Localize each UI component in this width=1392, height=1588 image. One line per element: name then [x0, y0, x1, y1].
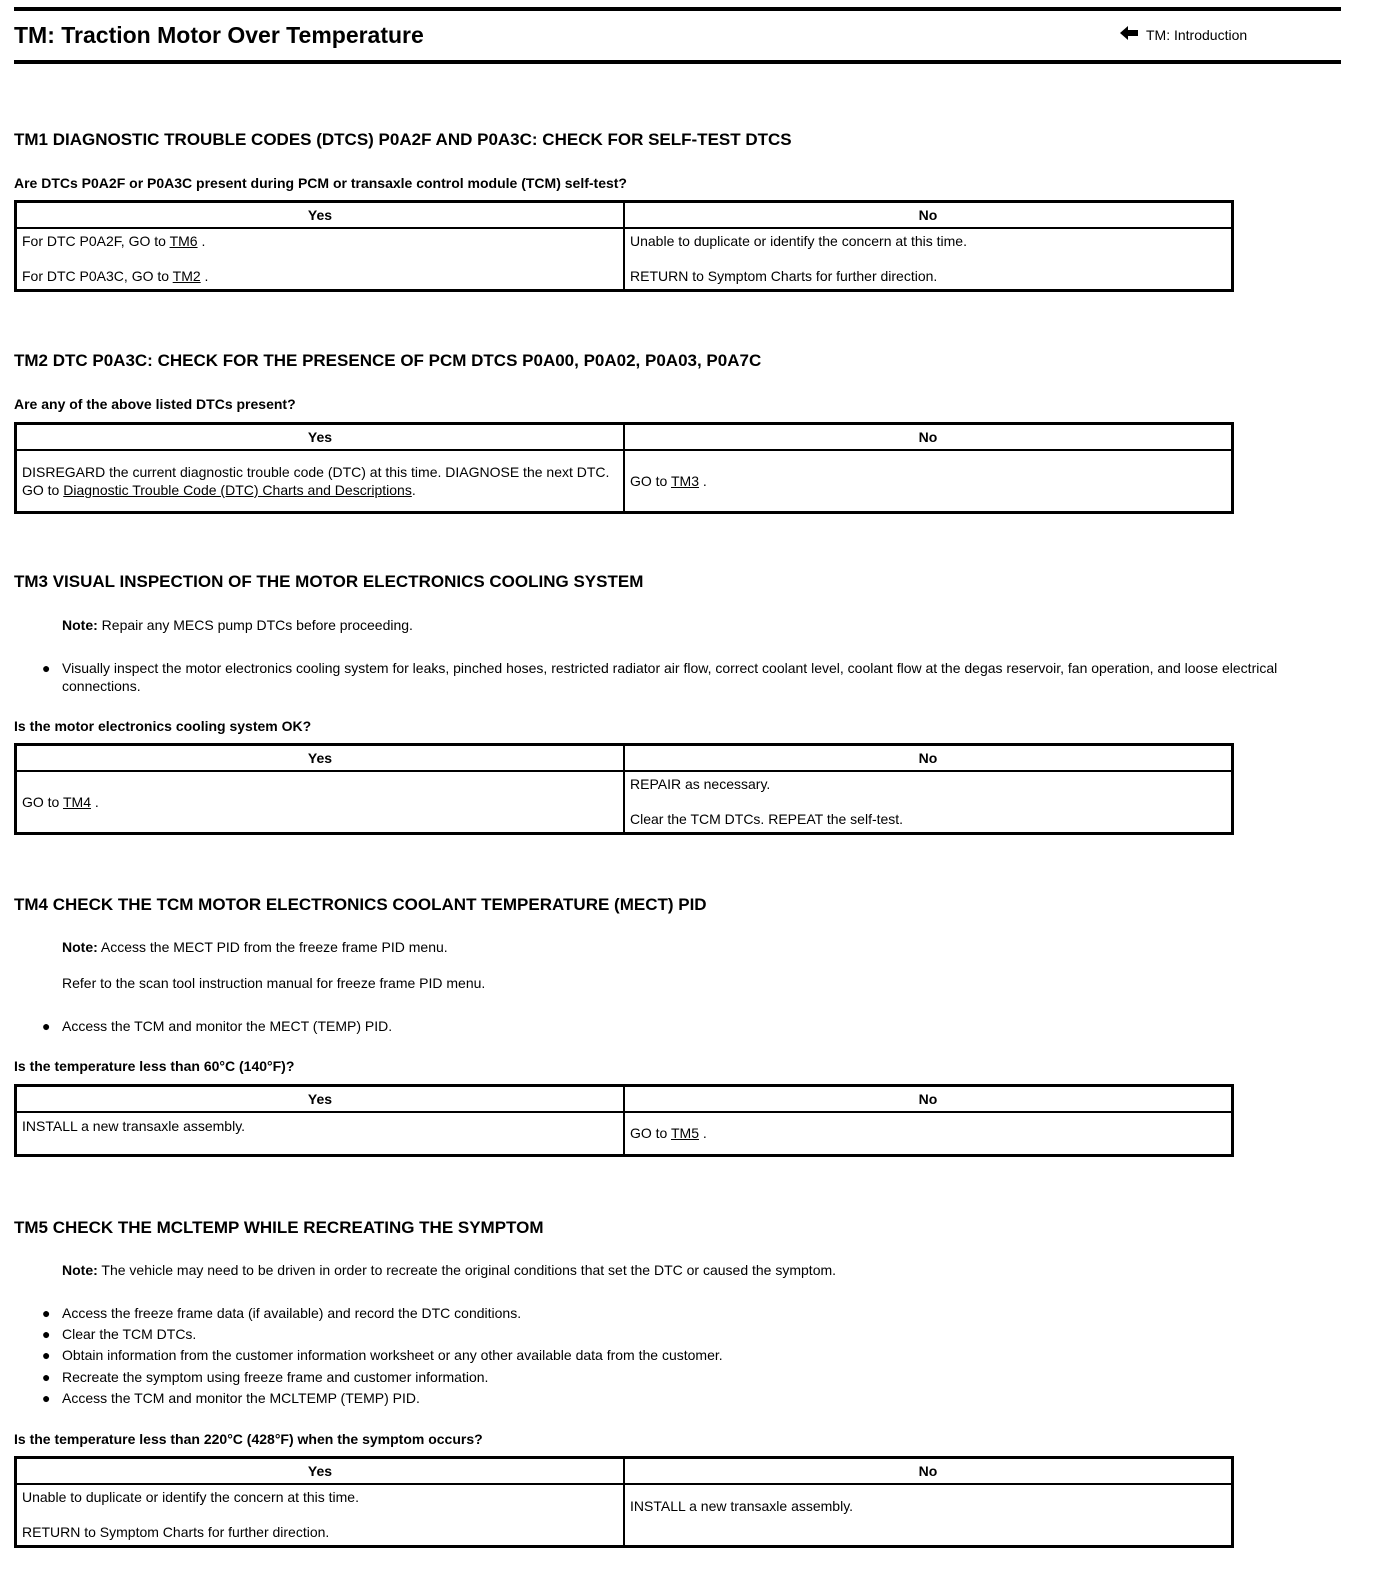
- no-cell: GO to TM3 .: [624, 450, 1233, 512]
- tm3-table: [14, 743, 1234, 835]
- yes-cell: Unable to duplicate or identify the concern at this time. RETURN to Symptom Charts for further direction.: [16, 1484, 625, 1546]
- tm3-note: Note: Repair any MECS pump DTCs before proceeding.: [62, 617, 413, 633]
- yes-cell: INSTALL a new transaxle assembly.: [16, 1112, 625, 1155]
- link-tm6[interactable]: TM6: [169, 233, 198, 250]
- tm1-heading: TM1 DIAGNOSTIC TROUBLE CODES (DTCS) P0A2F AND P0A3C: CHECK FOR SELF-TEST DTCS: [14, 130, 792, 149]
- tm4-heading: TM4 CHECK THE TCM MOTOR ELECTRONICS COOLANT TEMPERATURE (MECT) PID: [14, 895, 707, 914]
- no-header: No: [624, 1086, 1233, 1113]
- bullet-icon: ●: [42, 1018, 51, 1034]
- back-link-introduction[interactable]: [1120, 26, 1247, 43]
- yes-header: Yes: [16, 1458, 625, 1485]
- bullet-icon: ●: [42, 1326, 51, 1342]
- no-header: No: [624, 1458, 1233, 1485]
- no-header: No: [624, 745, 1233, 772]
- bullet-icon: ●: [42, 1347, 51, 1363]
- tm4-note-2: Refer to the scan tool instruction manual for freeze frame PID menu.: [62, 975, 486, 991]
- list-item: ● Obtain information from the customer information worksheet or any other available data from the customer.: [42, 1347, 723, 1363]
- list-item: ● Access the TCM and monitor the MCLTEMP (TEMP) PID.: [42, 1390, 420, 1406]
- tm4-note: Note: Access the MECT PID from the freeze frame PID menu.: [62, 939, 448, 955]
- page-title: TM: Traction Motor Over Temperature: [14, 22, 424, 48]
- tm1-question: Are DTCs P0A2F or P0A3C present during PCM or transaxle control module (TCM) self-test?: [14, 175, 627, 191]
- list-item: ● Access the TCM and monitor the MECT (TEMP) PID.: [42, 1018, 393, 1034]
- bullet-icon: ●: [42, 660, 51, 676]
- no-cell: GO to TM5 .: [624, 1112, 1233, 1155]
- tm5-heading: TM5 CHECK THE MCLTEMP WHILE RECREATING THE SYMPTOM: [14, 1218, 544, 1237]
- no-header: No: [624, 424, 1233, 451]
- list-item: ● Clear the TCM DTCs.: [42, 1326, 197, 1342]
- yes-header: Yes: [16, 745, 625, 772]
- header-rule: [14, 60, 1341, 64]
- tm2-table: [14, 422, 1234, 514]
- bullet-icon: ●: [42, 1305, 51, 1321]
- list-item: ● Recreate the symptom using freeze frame and customer information.: [42, 1369, 489, 1385]
- link-tm4[interactable]: TM4: [62, 793, 91, 810]
- bullet-icon: ●: [42, 1390, 51, 1406]
- yes-header: Yes: [16, 424, 625, 451]
- link-tm5[interactable]: TM5: [670, 1125, 699, 1142]
- tm5-question: Is the temperature less than 220°C (428°F) when the symptom occurs?: [14, 1431, 483, 1447]
- back-link-label: TM: Introduction: [1146, 26, 1248, 43]
- no-cell: INSTALL a new transaxle assembly.: [624, 1484, 1233, 1546]
- list-item: ● Access the freeze frame data (if available) and record the DTC conditions.: [42, 1305, 522, 1321]
- tm1-table: [14, 200, 1234, 292]
- tm5-table: [14, 1456, 1234, 1548]
- tm4-question: Is the temperature less than 60°C (140°F)?: [14, 1058, 295, 1074]
- list-item: ● Visually inspect the motor electronics cooling system for leaks, pinched hoses, restricted radiator air flow, correct coolant level, coolant flow at the degas reservoir, fan operation, and loose electrical connections.: [42, 660, 1278, 694]
- tm2-question: Are any of the above listed DTCs present?: [14, 396, 296, 412]
- tm3-question: Is the motor electronics cooling system OK?: [14, 718, 312, 734]
- link-dtc-charts[interactable]: Diagnostic Trouble Code (DTC) Charts and Descriptions: [63, 481, 412, 498]
- yes-header: Yes: [16, 202, 625, 229]
- bullet-icon: ●: [42, 1369, 51, 1385]
- tm4-table: [14, 1084, 1234, 1157]
- tm5-note: Note: The vehicle may need to be driven in order to recreate the original conditions that set the DTC or caused the symptom.: [62, 1262, 837, 1278]
- no-cell: Unable to duplicate or identify the concern at this time. RETURN to Symptom Charts for further direction.: [624, 228, 1233, 290]
- yes-cell: GO to TM4 .: [16, 771, 625, 833]
- tm3-heading: TM3 VISUAL INSPECTION OF THE MOTOR ELECTRONICS COOLING SYSTEM: [14, 572, 644, 591]
- no-header: No: [624, 202, 1233, 229]
- link-tm3[interactable]: TM3: [670, 472, 699, 489]
- yes-cell: DISREGARD the current diagnostic trouble code (DTC) at this time. DIAGNOSE the next DTC. GO to Diagnostic Trouble Code (DTC) Charts and Descriptions.: [16, 450, 625, 512]
- top-rule: [14, 7, 1341, 11]
- link-tm2[interactable]: TM2: [172, 268, 201, 285]
- arrow-left-icon: [1120, 26, 1138, 43]
- yes-header: Yes: [16, 1086, 625, 1113]
- tm2-heading: TM2 DTC P0A3C: CHECK FOR THE PRESENCE OF PCM DTCS P0A00, P0A02, P0A03, P0A7C: [14, 351, 762, 370]
- no-cell: REPAIR as necessary. Clear the TCM DTCs. REPEAT the self-test.: [624, 771, 1233, 833]
- yes-cell: For DTC P0A2F, GO to TM6 . For DTC P0A3C, GO to TM2 .: [16, 228, 625, 290]
